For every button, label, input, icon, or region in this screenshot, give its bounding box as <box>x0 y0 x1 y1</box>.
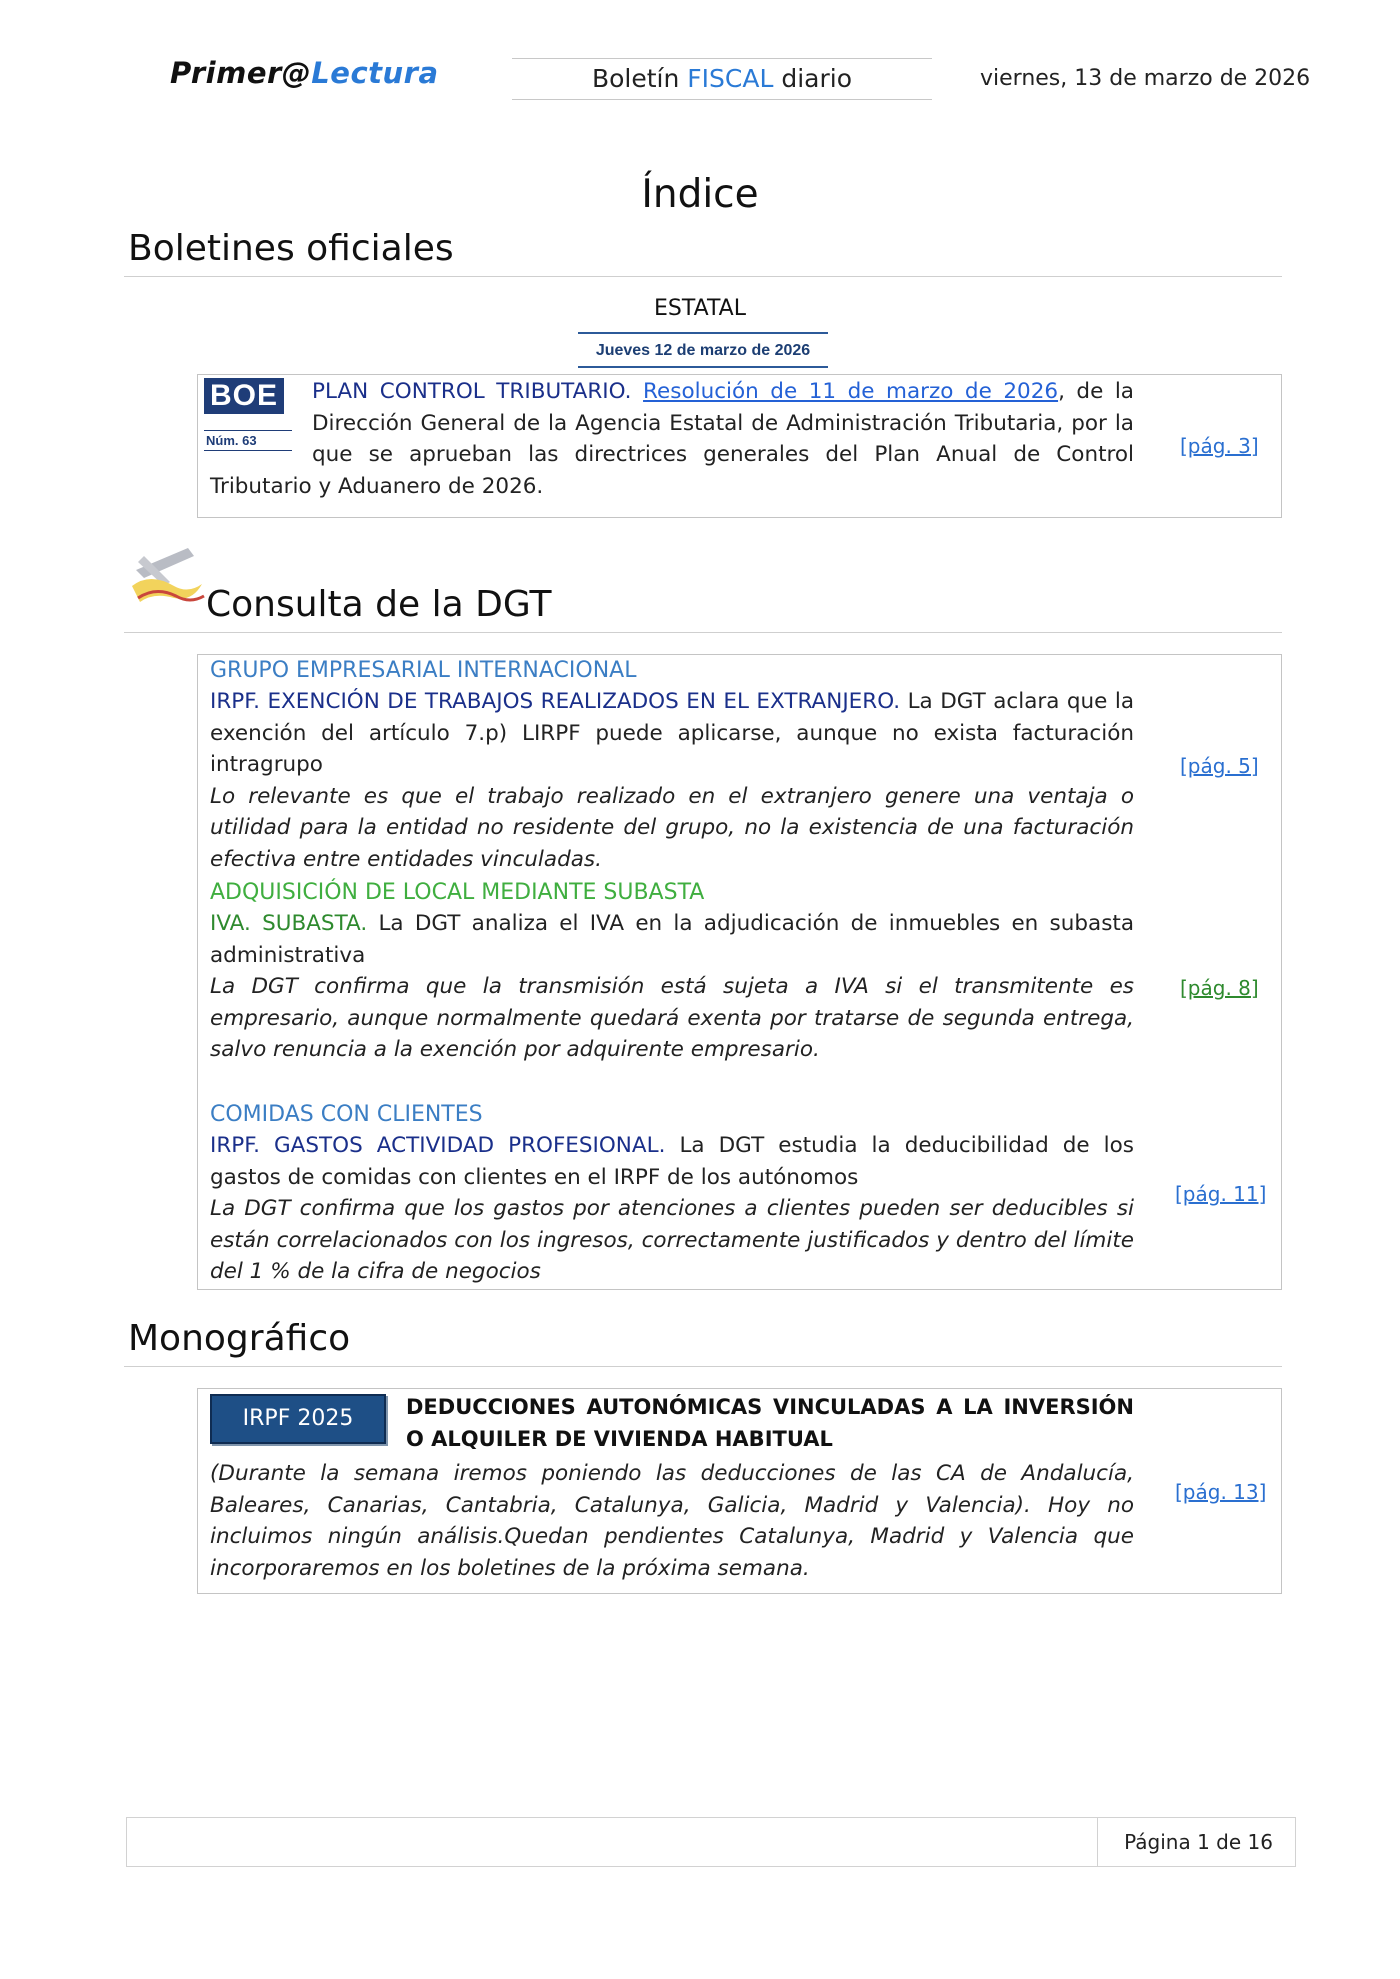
estatal-divider <box>578 332 828 334</box>
dgt-item-1-category: GRUPO EMPRESARIAL INTERNACIONAL <box>210 658 637 683</box>
brand-logo <box>170 56 439 90</box>
boe-logo: BOE <box>204 378 284 414</box>
aeat-logo-icon <box>130 546 206 612</box>
aeat-logo <box>130 546 206 612</box>
header-date: viernes, 13 de marzo de 2026 <box>980 66 1311 91</box>
monografico-summary: (Durante la semana iremos poniendo las deducciones de las CA de Andalucía, Baleares, Canarias, Cantabria, Catalunya, Galicia, Madrid y Valencia). Hoy no incluimos ningún análisis.Quedan pendientes Catalunya, Madrid y Valencia que incorporaremos en los boletines de la próxima semana. <box>210 1461 1134 1581</box>
boe-item-headline: PLAN CONTROL TRIBUTARIO. <box>312 379 632 404</box>
boe-number: Núm. 63 <box>204 430 292 451</box>
monografico-headline: DEDUCCIONES AUTONÓMICAS VINCULADAS A LA INVERSIÓN O ALQUILER DE VIVIENDA HABITUAL <box>406 1395 1134 1451</box>
monografico-page-link[interactable]: [pág. 13] <box>1175 1480 1267 1504</box>
brand-primary: Primer@ <box>170 56 312 90</box>
index-title: Índice <box>641 172 759 217</box>
dgt-item-2-body: La DGT analiza el IVA en la adjudicación de inmuebles en subasta administrativa <box>210 911 1134 968</box>
dgt-item-2-category: ADQUISICIÓN DE LOCAL MEDIANTE SUBASTA <box>210 880 705 905</box>
section-title-boletines: Boletines oficiales <box>128 228 454 269</box>
dgt-item-3-summary: La DGT confirma que los gastos por atenciones a clientes pueden ser deducibles si están correlacionados con los ingresos, correctamente justificados y dentro del límite del 1 % de la cifra de negocios <box>210 1196 1134 1284</box>
section-divider <box>124 1366 1282 1367</box>
bulletin-post: diario <box>773 64 853 93</box>
section-divider <box>124 276 1282 277</box>
dgt-item-1-body: La DGT aclara que la exención del artículo 7.p) LIRPF puede aplicarse, aunque no exista facturación intragrupo <box>210 689 1135 777</box>
section-divider <box>124 632 1282 633</box>
dgt-item-3-text <box>210 1130 1134 1288</box>
boe-page-link[interactable]: [pág. 3] <box>1180 434 1259 458</box>
section-title-dgt: Consulta de la DGT <box>206 584 552 625</box>
page-number: Página 1 de 16 <box>1124 1830 1273 1854</box>
dgt-item-1-text <box>210 686 1134 875</box>
dgt-item-2-text <box>210 908 1134 1066</box>
bulletin-pre: Boletín <box>591 64 688 93</box>
dgt-item-2-summary: La DGT confirma que la transmisión está sujeta a IVA si el transmitente es empresario, aunque normalmente quedará exenta por tratarse de segunda entrega, salvo renuncia a la exención por adquirente empresario. <box>210 974 1134 1062</box>
irpf-badge: IRPF 2025 <box>210 1394 386 1444</box>
estatal-heading: ESTATAL <box>654 296 746 321</box>
footer-divider <box>1097 1818 1098 1866</box>
dgt-item-3-page-link[interactable]: [pág. 11] <box>1175 1182 1267 1206</box>
dgt-item-3-headline: IRPF. GASTOS ACTIVIDAD PROFESIONAL. <box>210 1133 666 1158</box>
dgt-item-1-headline: IRPF. EXENCIÓN DE TRABAJOS REALIZADOS EN EL EXTRANJERO. <box>210 689 901 714</box>
logo-spacer <box>210 376 312 470</box>
page-footer <box>126 1817 1296 1867</box>
boe-date: Jueves 12 de marzo de 2026 <box>578 336 828 368</box>
dgt-item-3-category: COMIDAS CON CLIENTES <box>210 1102 483 1127</box>
boe-item-link[interactable]: Resolución de 11 de marzo de 2026 <box>643 379 1059 404</box>
section-title-monografico: Monográfico <box>128 1318 351 1359</box>
dgt-item-2-page-link[interactable]: [pág. 8] <box>1180 976 1259 1000</box>
bulletin-title <box>512 58 932 100</box>
dgt-item-1-page-link[interactable]: [pág. 5] <box>1180 754 1259 778</box>
dgt-item-3-body: La DGT estudia la deducibilidad de los gastos de comidas con clientes en el IRPF de los autónomos <box>210 1133 1134 1190</box>
brand-secondary: Lectura <box>311 56 439 90</box>
boe-item-text <box>210 376 1134 502</box>
dgt-item-2-headline: IVA. SUBASTA. <box>210 911 368 936</box>
bulletin-fiscal: FISCAL <box>687 64 774 93</box>
boe-item-body: , de la Dirección General de la Agencia Estatal de Administración Tributaria, por la que se aprueban las directrices generales del Plan Anual de Control Tributario y Aduanero de 2026. <box>210 379 1134 499</box>
dgt-item-1-summary: Lo relevante es que el trabajo realizado en el extranjero genere una ventaja o utilidad para la entidad no residente del grupo, no la existencia de una facturación efectiva entre entidades vinculadas. <box>210 783 1134 872</box>
